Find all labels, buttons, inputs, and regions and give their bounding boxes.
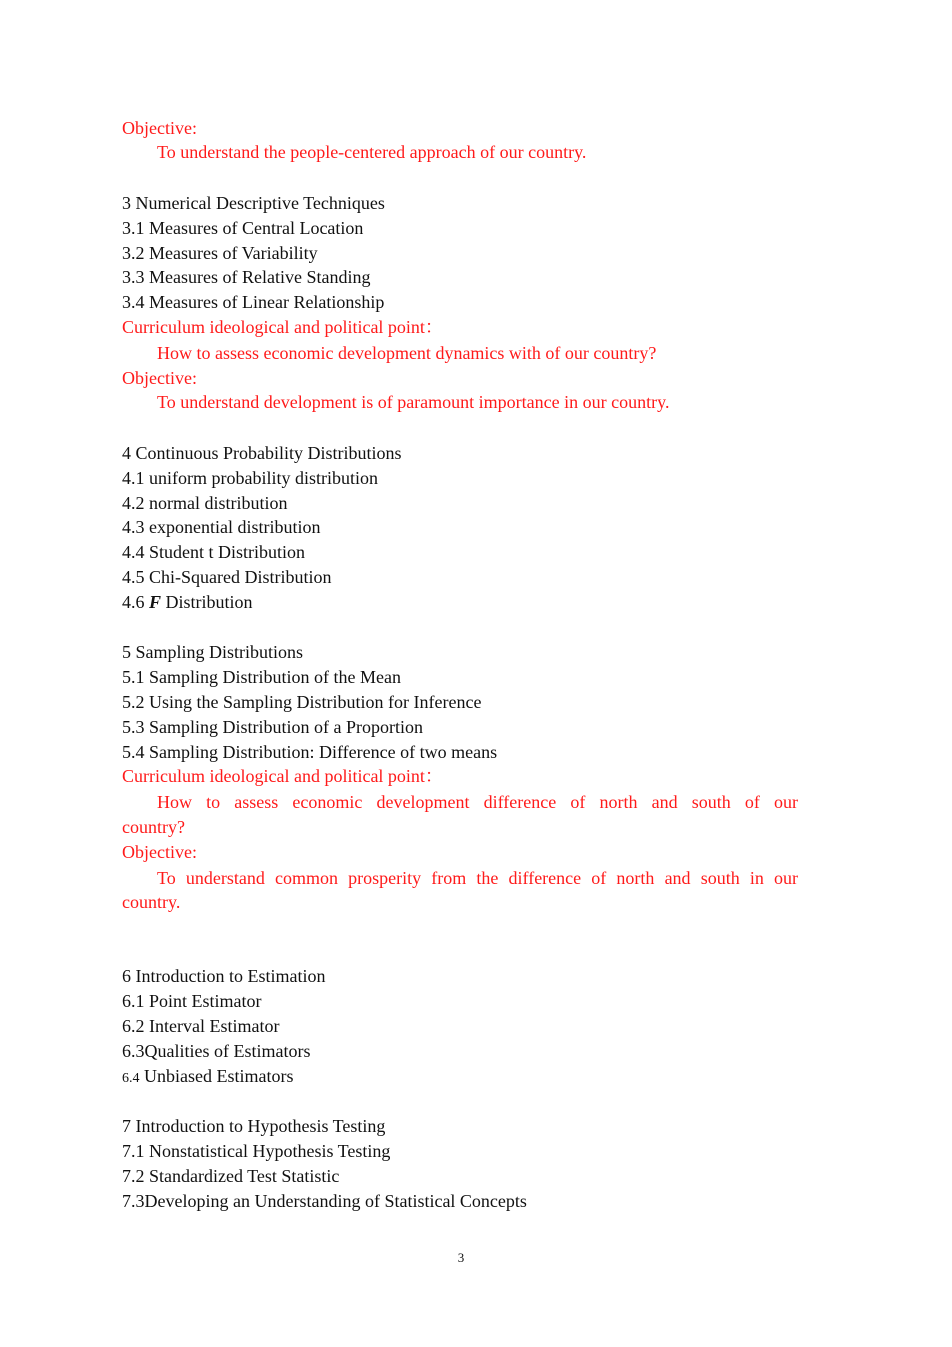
f-symbol: F — [149, 592, 162, 612]
list-item: 6.2 Interval Estimator — [122, 1016, 280, 1036]
list-item: 5.4 Sampling Distribution: Difference of two means — [122, 742, 498, 762]
list-item: 6.1 Point Estimator — [122, 991, 262, 1011]
objective-text: To understand common prosperity from the difference of north and south in our — [157, 868, 798, 888]
list-item: 3.3 Measures of Relative Standing — [122, 267, 371, 287]
section-4-heading: 4 Continuous Probability Distributions — [122, 443, 402, 463]
list-item: 5.2 Using the Sampling Distribution for Inference — [122, 692, 482, 712]
section-5-heading: 5 Sampling Distributions — [122, 642, 304, 662]
list-item: 5.3 Sampling Distribution of a Proportion — [122, 717, 423, 737]
list-item: 7.3Developing an Understanding of Statistical Concepts — [122, 1191, 527, 1211]
list-item: 4.1 uniform probability distribution — [122, 468, 378, 488]
list-item: 7.1 Nonstatistical Hypothesis Testing — [122, 1141, 391, 1161]
list-item — [122, 591, 253, 613]
section-3-heading: 3 Numerical Descriptive Techniques — [122, 193, 385, 213]
item-label: Distribution — [161, 592, 253, 612]
ideological-text: How to assess economic development dynamics with of our country? — [157, 343, 657, 363]
ideological-label: Curriculum ideological and political point： — [122, 766, 443, 786]
section-7-heading: 7 Introduction to Hypothesis Testing — [122, 1116, 386, 1136]
objective-text: To understand development is of paramount importance in our country. — [157, 392, 670, 412]
list-item: 4.3 exponential distribution — [122, 517, 321, 537]
page-number: 3 — [457, 1250, 465, 1265]
ideological-text: How to assess economic development difference of north and south of our — [157, 792, 798, 812]
ideological-text-cont: country? — [122, 817, 185, 837]
objective-text: To understand the people-centered approach of our country. — [157, 142, 587, 162]
list-item: 5.1 Sampling Distribution of the Mean — [122, 667, 401, 687]
item-number: 6.4 — [122, 1071, 140, 1086]
list-item: 4.5 Chi-Squared Distribution — [122, 567, 332, 587]
item-number: 4.6 — [122, 592, 149, 612]
list-item — [122, 1065, 293, 1090]
objective-label: Objective: — [122, 118, 197, 138]
section-6-heading: 6 Introduction to Estimation — [122, 966, 326, 986]
list-item: 3.1 Measures of Central Location — [122, 218, 364, 238]
objective-label: Objective: — [122, 368, 197, 388]
list-item: 4.4 Student t Distribution — [122, 542, 306, 562]
list-item: 3.4 Measures of Linear Relationship — [122, 292, 385, 312]
item-label: Unbiased Estimators — [139, 1066, 294, 1086]
list-item: 3.2 Measures of Variability — [122, 243, 318, 263]
ideological-label: Curriculum ideological and political point： — [122, 317, 443, 337]
list-item: 6.3Qualities of Estimators — [122, 1041, 311, 1061]
list-item: 4.2 normal distribution — [122, 493, 288, 513]
list-item: 7.2 Standardized Test Statistic — [122, 1166, 340, 1186]
objective-label: Objective: — [122, 842, 197, 862]
objective-text-cont: country. — [122, 892, 181, 912]
